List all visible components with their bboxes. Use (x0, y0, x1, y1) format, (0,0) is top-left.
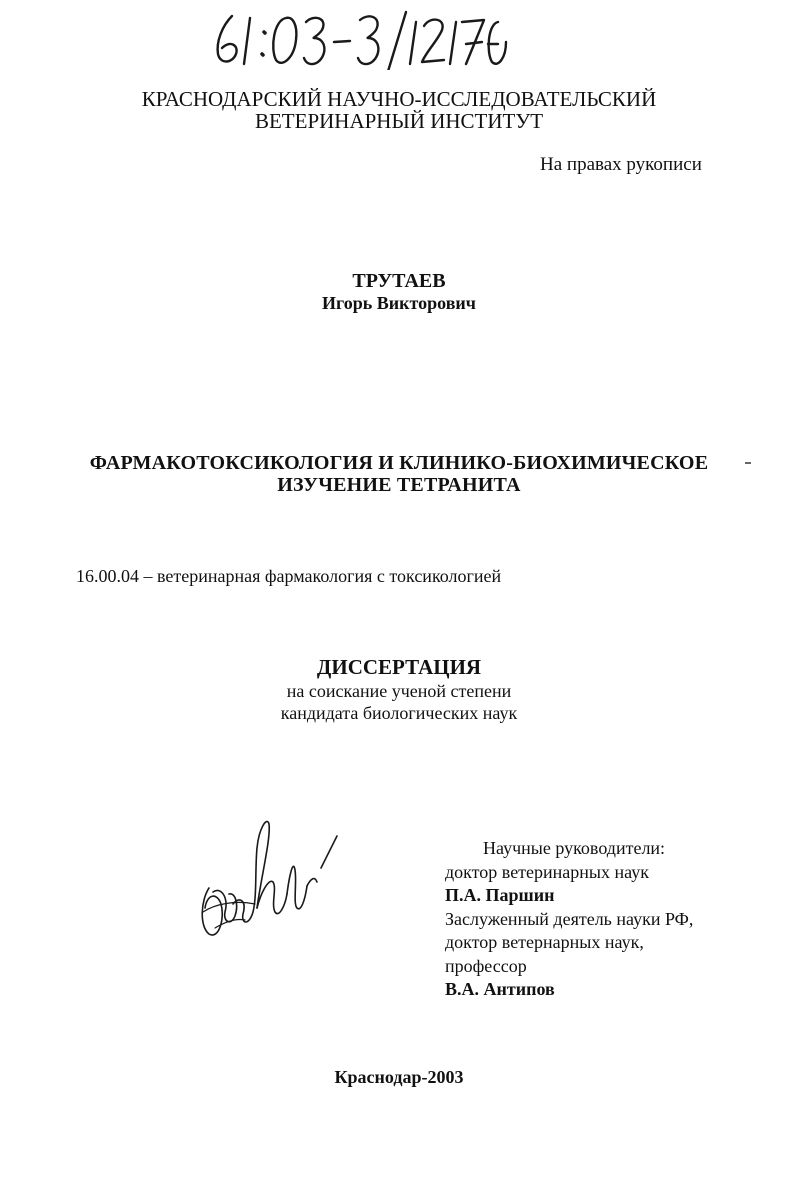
degree-purpose-line-1: на соискание ученой степени (286, 681, 512, 701)
city-and-year: Краснодар-2003 (334, 1067, 464, 1087)
degree-purpose-line-2: кандидата биологических наук (280, 703, 518, 723)
supervisor-2-name: В.А. Антипов (445, 979, 555, 999)
supervisors-heading: Научные руководители: (483, 838, 666, 858)
supervisor-1-degree: доктор ветеринарных наук (445, 861, 649, 882)
manuscript-rights-note: На правах рукописи (540, 154, 702, 175)
dissertation-title-line-1: ФАРМАКОТОКСИКОЛОГИЯ И КЛИНИКО-БИОХИМИЧЕСКОЕ (89, 452, 709, 474)
supervisor-1-name: П.А. Паршин (445, 885, 555, 905)
supervisor-2-title: Заслуженный деятель науки РФ, (445, 908, 694, 929)
supervisor-2-degree: доктор ветернарных наук, (445, 932, 644, 952)
scan-speck (745, 462, 751, 464)
supervisor-2-rank: профессор (445, 955, 527, 976)
dissertation-title-line-2: ИЗУЧЕНИЕ ТЕТРАНИТА (277, 474, 521, 496)
author-surname: ТРУТАЕВ (352, 270, 446, 292)
author-name: Игорь Викторович (322, 293, 476, 313)
institute-name-line-1: КРАСНОДАРСКИЙ НАУЧНО-ИССЛЕДОВАТЕЛЬСКИЙ (141, 87, 657, 111)
handwritten-signature-icon (195, 808, 345, 948)
dissertation-heading: ДИССЕРТАЦИЯ (316, 655, 482, 679)
supervisors-block (445, 837, 693, 1002)
handwritten-archive-number (210, 8, 510, 70)
specialty-code: 16.00.04 – ветеринарная фармакология с токсикологией (76, 566, 502, 586)
institute-name-line-2: ВЕТЕРИНАРНЫЙ ИНСТИТУТ (254, 109, 544, 133)
